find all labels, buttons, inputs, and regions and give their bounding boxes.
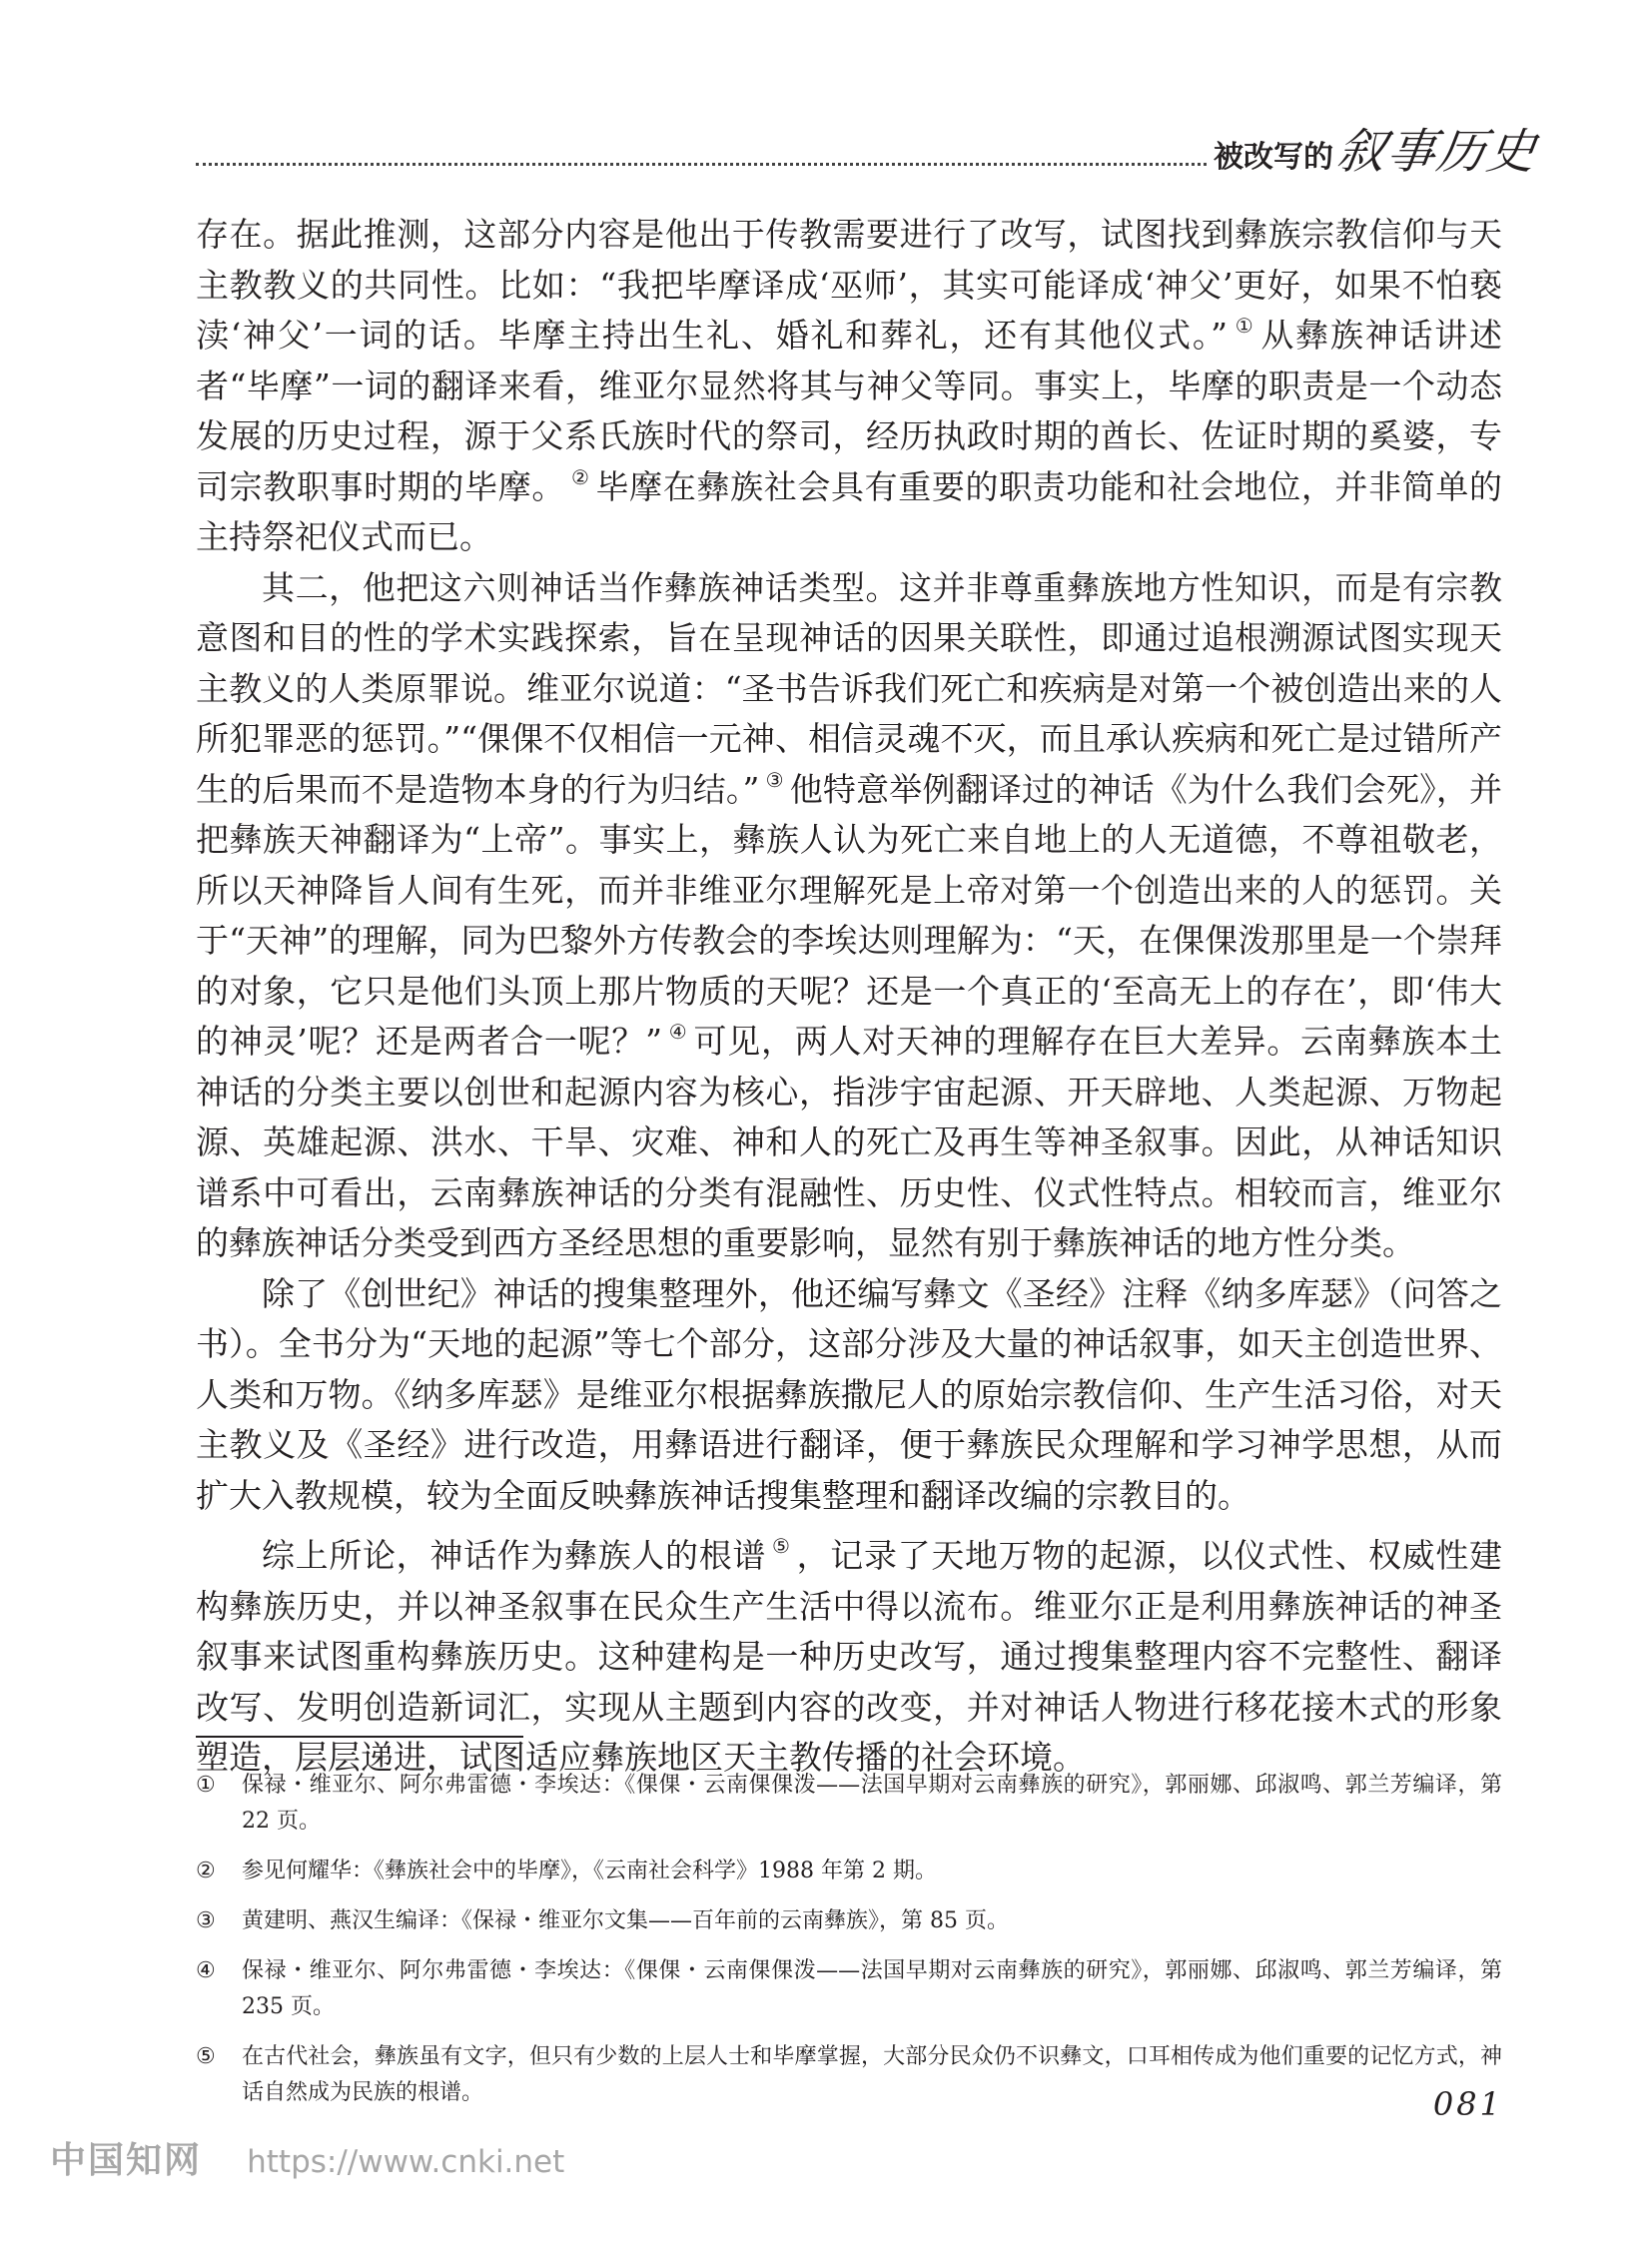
watermark-url: https://www.cnki.net: [247, 2144, 565, 2180]
footnote-ref-5[interactable]: ⑤: [772, 1534, 791, 1558]
footnote-ref-3[interactable]: ③: [765, 767, 784, 792]
footnote-5: [196, 2039, 1502, 2111]
footnote-mark: ④: [196, 1958, 216, 1983]
footnote-3: [196, 1903, 1502, 1939]
footnote-text: 保禄・维亚尔、阿尔弗雷德・李埃达：《倮倮・云南倮倮泼——法国早期对云南彝族的研究》，郭丽娜、邱淑鸣、郭兰芳编译，第 22 页。: [242, 1773, 1502, 1834]
footnote-mark: ③: [196, 1908, 216, 1933]
footnote-text: 参见何耀华：《彝族社会中的毕摩》，《云南社会科学》1988 年第 2 期。: [242, 1859, 937, 1883]
paragraph-2: 其二，他把这六则神话当作彝族神话类型。这并非尊重彝族地方性知识，而是有宗教意图和目的性的学术实践探索，旨在呈现神话的因果关联性，即通过追根溯源试图实现天主教义的人类原罪说。维亚尔说道：“圣书告诉我们死亡和疾病是对第一个被创造出来的人所犯罪恶的惩罚。”“倮倮不仅相信一元神、相信灵魂不灭，而且承认疾病和死亡是过错所产生的后果而不是造物本身的行为归结。” ③ 他特意举例翻译过的神话《为什么我们会死》，并把彝族天神翻译为“上帝”。事实上，彝族人认为死亡来自地上的人无道德，不尊祖敬老，所以天神降旨人间有生死，而并非维亚尔理解死是上帝对第一个创造出来的人的惩罚。关于“天神”的理解，同为巴黎外方传教会的李埃达则理解为：“天，在倮倮泼那里是一个崇拜的对象，它只是他们头顶上那片物质的天呢？还是一个真正的‘至高无上的存在’，即‘伟大的神灵’呢？还是两者合一呢？” ④ 可见，两人对天神的理解存在巨大差异。云南彝族本土神话的分类主要以创世和起源内容为核心，指涉宇宙起源、开天辟地、人类起源、万物起源、英雄起源、洪水、干旱、灾难、神和人的死亡及再生等神圣叙事。因此，从神话知识谱系中可看出，云南彝族神话的分类有混融性、历史性、仪式性特点。相较而言，维亚尔的彝族神话分类受到西方圣经思想的重要影响，显然有别于彝族神话的地方性分类。: [196, 567, 1503, 1262]
cnki-watermark: [50, 2132, 564, 2183]
footnote-mark: ①: [196, 1773, 216, 1798]
footnote-text: 在古代社会，彝族虽有文字，但只有少数的上层人士和毕摩掌握，大部分民众仍不识彝文，口耳相传成为他们重要的记忆方式，神话自然成为民族的根谱。: [242, 2044, 1502, 2105]
footnote-1: [196, 1768, 1502, 1840]
paragraph-3: 除了《创世纪》神话的搜集整理外，他还编写彝文《圣经》注释《纳多库瑟》（问答之书）。全书分为“天地的起源”等七个部分，这部分涉及大量的神话叙事，如天主创造世界、人类和万物。《纳多库瑟》是维亚尔根据彝族撒尼人的原始宗教信仰、生产生活习俗，对天主教义及《圣经》进行改造，用彝语进行翻译，便于彝族民众理解和学习神学思想，从而扩大入教规模，较为全面反映彝族神话搜集整理和翻译改编的宗教目的。: [196, 1273, 1502, 1515]
running-header-prefix: 被改写的: [1214, 140, 1333, 175]
footnotes: [196, 1768, 1502, 2125]
footnote-mark: ⑤: [196, 2044, 216, 2069]
main-text: [196, 210, 1502, 1784]
footnote-ref-4[interactable]: ④: [668, 1020, 688, 1044]
header-dotted-rule: [196, 163, 1207, 166]
running-header: [1214, 120, 1541, 180]
watermark-name: 中国知网: [50, 2140, 203, 2181]
footnote-ref-1[interactable]: ①: [1233, 314, 1255, 338]
footnote-text: 保禄・维亚尔、阿尔弗雷德・李埃达：《倮倮・云南倮倮泼——法国早期对云南彝族的研究》，郭丽娜、邱淑鸣、郭兰芳编译，第 235 页。: [242, 1958, 1502, 2019]
paragraph-1: 存在。据此推测，这部分内容是他出于传教需要进行了改写，试图找到彝族宗教信仰与天主教教义的共同性。比如：“我把毕摩译成‘巫师’，其实可能译成‘神父’更好，如果不怕亵渎‘神父’一词的话。毕摩主持出生礼、婚礼和葬礼，还有其他仪式。” ① 从彝族神话讲述者“毕摩”一词的翻译来看，维亚尔显然将其与神父等同。事实上，毕摩的职责是一个动态发展的历史过程，源于父系氏族时代的祭司，经历执政时期的酋长、佐证时期的奚婆，专司宗教职事时期的毕摩。 ② 毕摩在彝族社会具有重要的职责功能和社会地位，并非简单的主持祭祀仪式而已。: [196, 215, 1503, 556]
footnote-separator: [196, 1736, 523, 1738]
footnote-mark: ②: [196, 1859, 216, 1883]
page-number: 081: [1432, 2085, 1503, 2123]
footnote-2: [196, 1854, 1502, 1889]
running-header-script-title: 叙事历史: [1333, 124, 1541, 180]
footnote-text: 黄建明、燕汉生编译：《保禄・维亚尔文集——百年前的云南彝族》，第 85 页。: [242, 1908, 1009, 1933]
footnote-4: [196, 1953, 1502, 2025]
paragraph-4: 综上所论，神话作为彝族人的根谱 ⑤ ，记录了天地万物的起源，以仪式性、权威性建构彝族历史，并以神圣叙事在民众生产生活中得以流布。维亚尔正是利用彝族神话的神圣叙事来试图重构彝族历史。这种建构是一种历史改写，通过搜集整理内容不完整性、翻译改写、发明创造新词汇，实现从主题到内容的改变，并对神话人物进行移花接木式的形象塑造，层层递进，试图适应彝族地区天主教传播的社会环境。: [196, 1534, 1503, 1777]
footnote-ref-2[interactable]: ②: [570, 464, 590, 489]
